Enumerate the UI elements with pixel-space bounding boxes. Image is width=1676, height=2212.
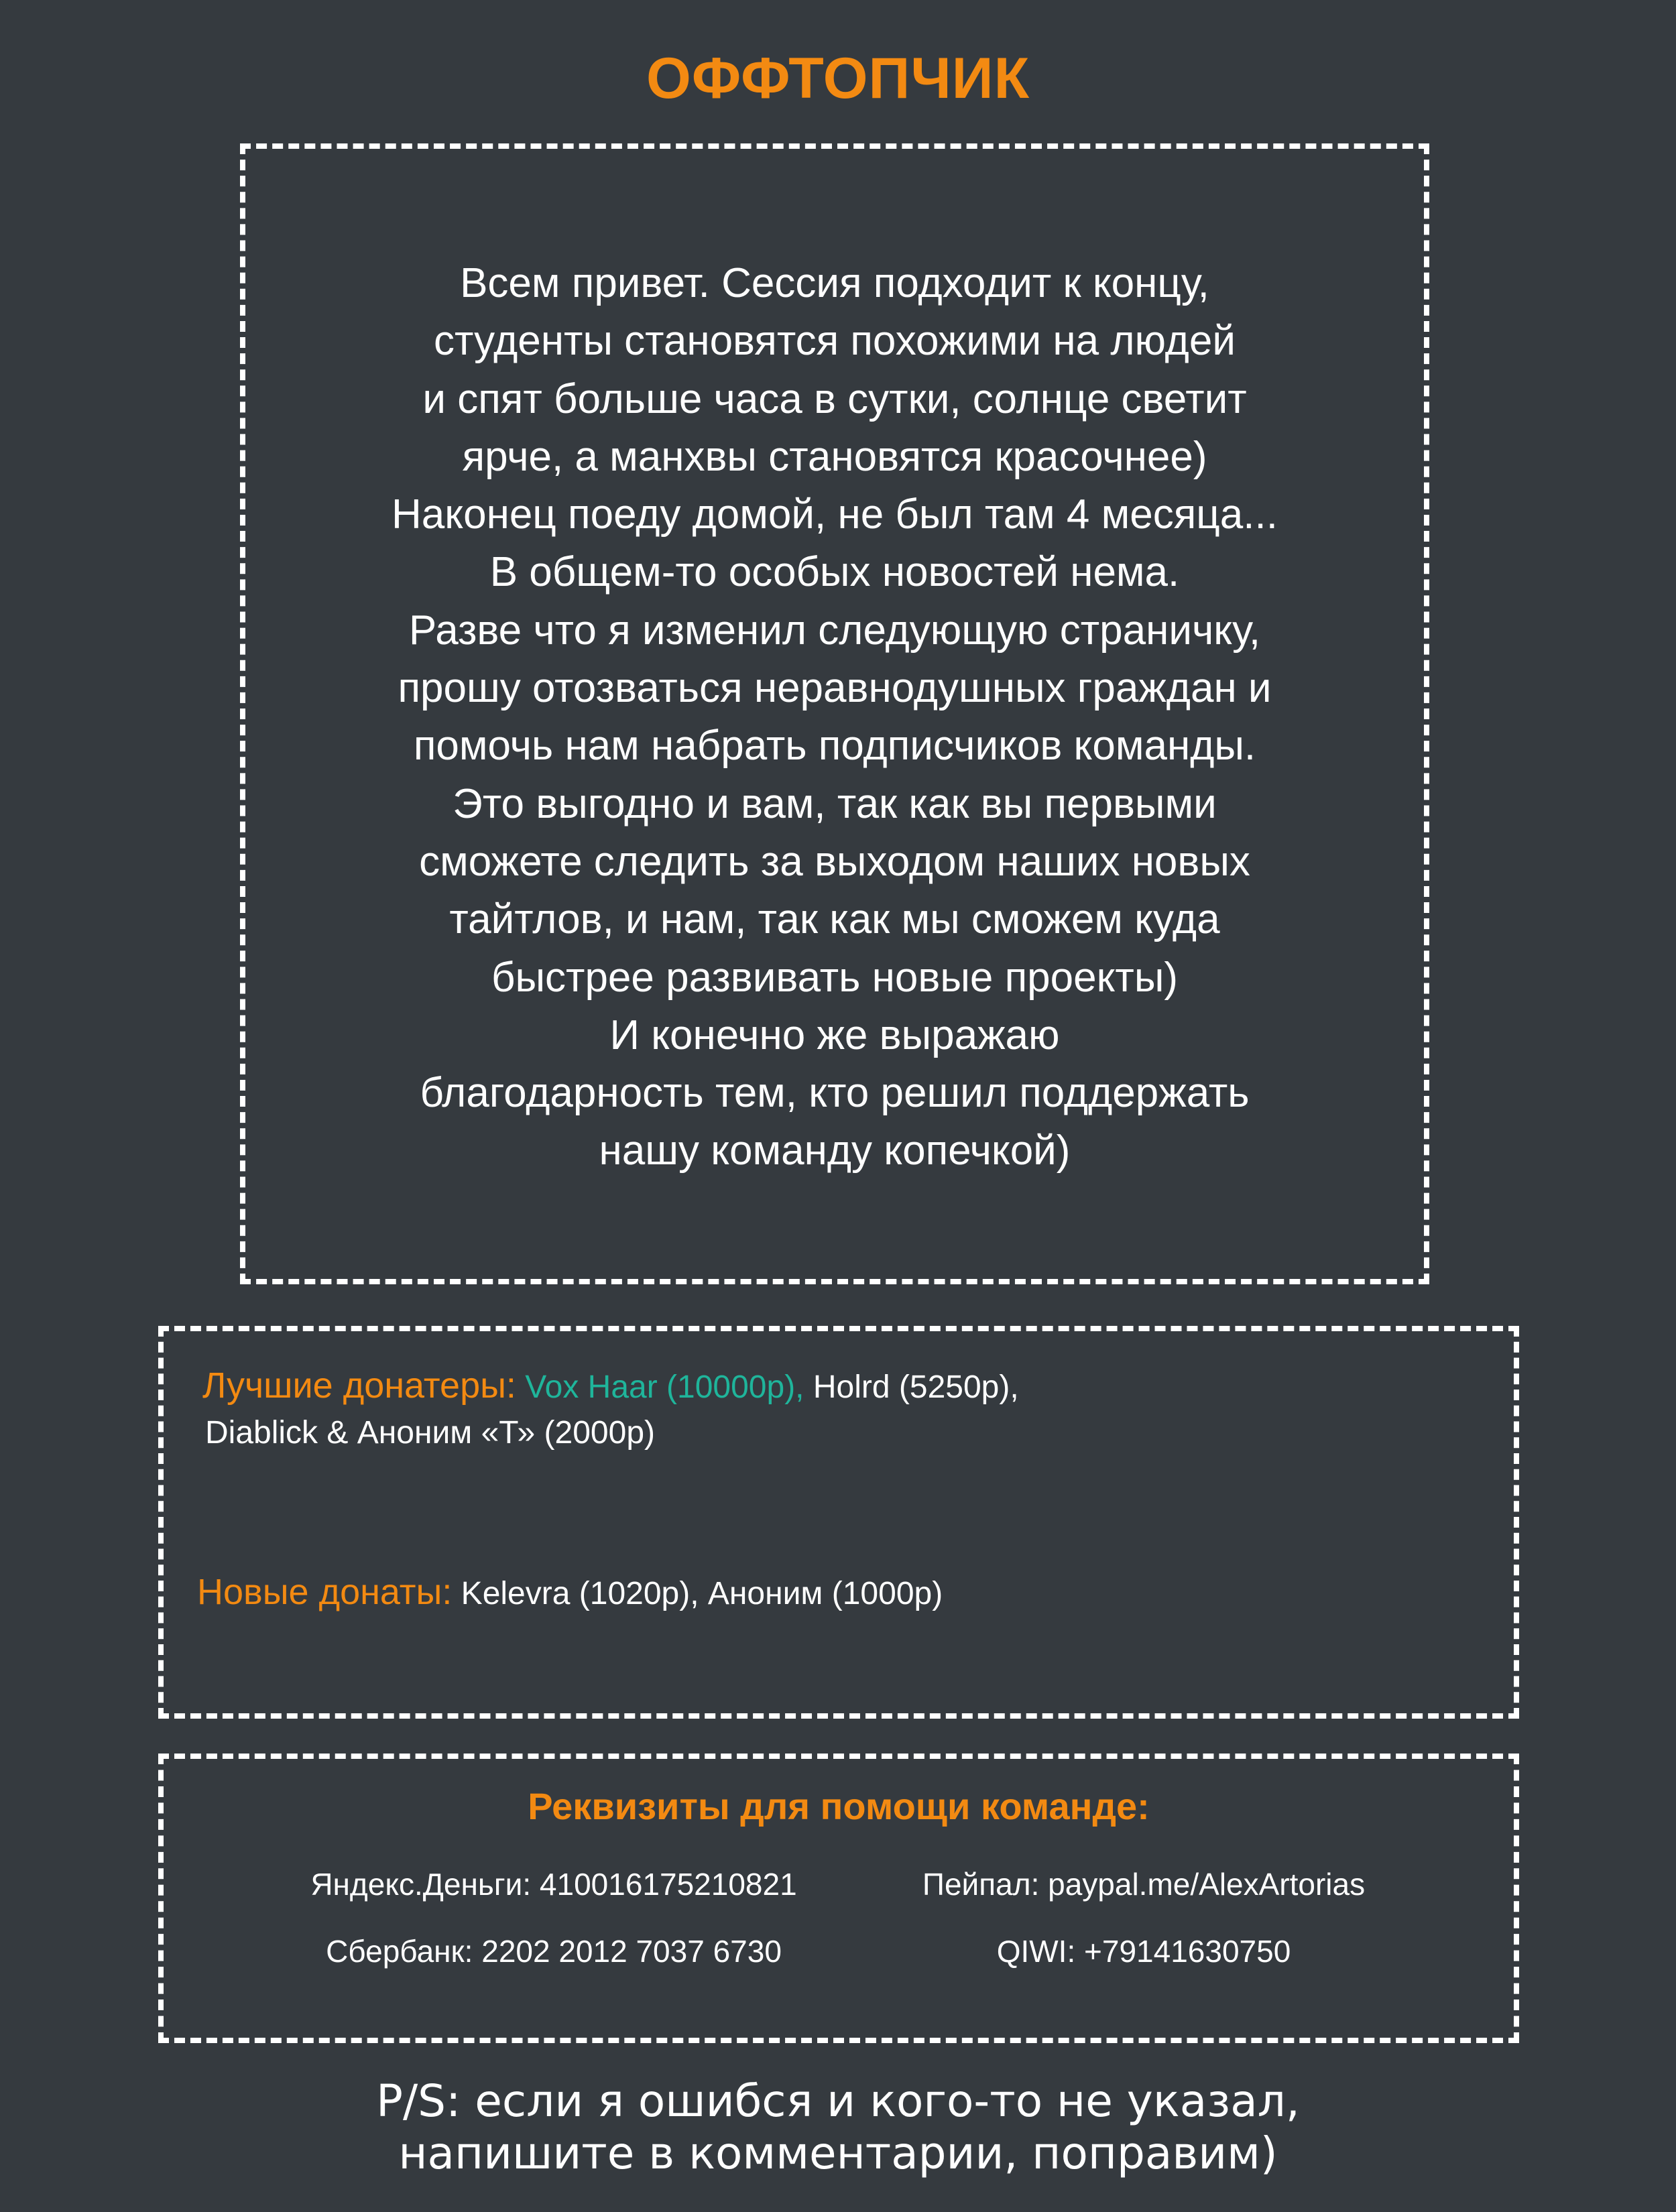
message-line: и спят больше часа в сутки, солнце светит bbox=[422, 375, 1247, 422]
donors-box bbox=[158, 1326, 1519, 1719]
ps-line: P/S: если я ошибся и кого-то не указал, bbox=[376, 2075, 1300, 2127]
paypal-details: Пейпал: paypal.me/AlexArtorias bbox=[922, 1867, 1366, 1902]
best-donors-list: Holrd (5250р), bbox=[813, 1369, 1019, 1405]
message-box bbox=[240, 143, 1429, 1284]
ps-line: напишите в комментарии, поправим) bbox=[398, 2128, 1278, 2179]
message-line: нашу команду копечкой) bbox=[599, 1127, 1071, 1174]
message-line: прошу отозваться неравнодушных граждан и bbox=[398, 665, 1272, 712]
requisites-box bbox=[158, 1754, 1519, 2043]
message-line: сможете следить за выходом наших новых bbox=[419, 838, 1250, 885]
qiwi-details: QIWI: +79141630750 bbox=[996, 1934, 1291, 1969]
message-line: тайтлов, и нам, так как мы сможем куда bbox=[449, 896, 1220, 943]
best-donors-line bbox=[202, 1365, 1019, 1406]
message-line: помочь нам набрать подписчиков команды. bbox=[413, 723, 1256, 770]
best-donors-label: Лучшие донатеры: bbox=[202, 1365, 516, 1406]
new-donations-line bbox=[197, 1571, 943, 1613]
message-line: В общем-то особых новостей нема. bbox=[489, 549, 1180, 596]
sberbank-details: Сбербанк: 2202 2012 7037 6730 bbox=[326, 1934, 782, 1969]
message-line: Это выгодно и вам, так как вы первыми bbox=[453, 780, 1217, 827]
yandex-money-details: Яндекс.Деньги: 410016175210821 bbox=[310, 1867, 797, 1902]
message-line: ярче, а манхвы становятся красочнее) bbox=[462, 433, 1207, 480]
message-line: Всем привет. Сессия подходит к концу, bbox=[460, 260, 1209, 306]
message-line: студенты становятся похожими на людей bbox=[434, 318, 1236, 365]
top-donor: Vox Haar (10000р), bbox=[525, 1369, 804, 1405]
message-line: И конечно же выражаю bbox=[609, 1011, 1060, 1058]
message-line: благодарность тем, кто решил поддержать bbox=[420, 1070, 1250, 1117]
new-donations-label: Новые донаты: bbox=[197, 1572, 453, 1612]
requisites-title: Реквизиты для помощи команде: bbox=[528, 1785, 1150, 1827]
message-line: быстрее развивать новые проекты) bbox=[491, 954, 1179, 1001]
message-text bbox=[245, 255, 1424, 1180]
ps-note bbox=[0, 2075, 1676, 2180]
best-donors-line-2: Diablick & Аноним «Т» (2000р) bbox=[205, 1415, 655, 1451]
message-line: Наконец поеду домой, не был там 4 месяца... bbox=[392, 491, 1278, 538]
page-title: ОФФТОПЧИК bbox=[646, 46, 1030, 111]
new-donations-list: Kelevra (1020р), Аноним (1000р) bbox=[461, 1576, 943, 1611]
message-line: Разве что я изменил следующую страничку, bbox=[408, 607, 1261, 654]
